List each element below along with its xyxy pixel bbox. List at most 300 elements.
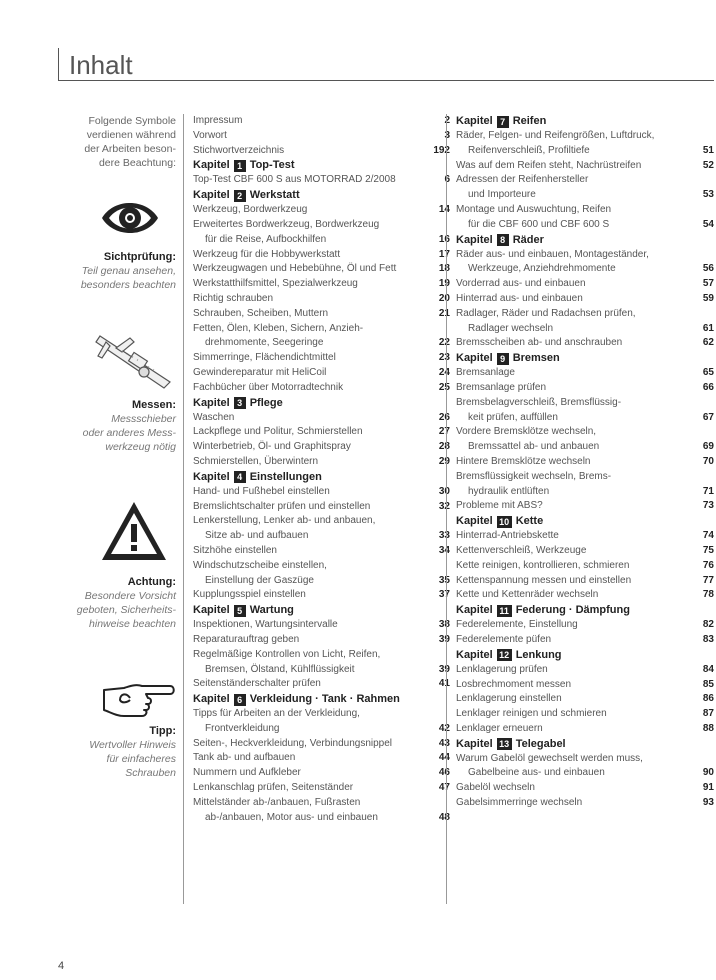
toc-entry — [456, 144, 714, 159]
toc-page-number: 73 — [702, 500, 714, 512]
toc-entry-text: Federelemente püfen — [456, 633, 552, 645]
toc-entry — [456, 692, 714, 707]
toc-entry-text: Lenklager reinigen und schmieren — [456, 708, 607, 720]
toc-entry-text: Bremsflüssigkeit wechseln, Brems- — [456, 470, 612, 482]
toc-entry-text: Sitze ab- und aufbauen — [205, 530, 309, 542]
chapter-heading — [193, 470, 450, 485]
toc-entry — [193, 500, 450, 515]
legend-symbol-messen — [40, 398, 176, 454]
toc-entry — [456, 544, 714, 559]
toc-entry — [193, 233, 450, 248]
toc-entry — [193, 277, 450, 292]
toc-entry — [193, 248, 450, 263]
chapter-label: Kapitel — [193, 470, 230, 483]
chapter-label: Kapitel — [193, 159, 230, 172]
toc-entry — [456, 173, 714, 188]
toc-entry — [193, 351, 450, 366]
toc-entry-text: Werkzeuge, Anziehdrehmomente — [468, 263, 616, 275]
toc-page-number: 66 — [702, 381, 714, 393]
toc-page-number: 14 — [438, 204, 450, 216]
toc-page-number: 17 — [438, 248, 450, 260]
chapter-heading — [456, 737, 714, 752]
toc-entry-text: Werkstatthilfsmittel, Spezialwerkzeug — [193, 278, 358, 290]
toc-entry — [193, 677, 450, 692]
chapter-label: Kapitel — [193, 693, 230, 706]
page-number: 4 — [58, 960, 65, 972]
toc-entry-text: Mittelständer ab-/anbauen, Fußrasten — [193, 796, 361, 808]
toc-entry — [456, 366, 714, 381]
toc-entry-text: Fachbücher über Motorradtechnik — [193, 381, 344, 393]
toc-entry-text: Lenklagerung prüfen — [456, 663, 548, 675]
toc-page-number: 88 — [702, 722, 714, 734]
chapter-label: Kapitel — [193, 189, 230, 202]
chapter-title: Reifen — [512, 115, 547, 127]
toc-entry-text: Schmierstellen, Überwintern — [193, 455, 319, 467]
toc-chapter-group — [193, 158, 450, 188]
toc-entry — [456, 707, 714, 722]
symbol-desc: Besondere Vorsicht — [84, 590, 176, 602]
legend-intro-line: der Arbeiten beson- — [84, 143, 176, 155]
chapter-heading — [193, 188, 450, 203]
toc-page-number: 69 — [702, 441, 714, 453]
toc-entry-text: Hand- und Fußhebel einstellen — [193, 485, 330, 497]
toc-entry — [193, 544, 450, 559]
chapter-number-badge: 6 — [234, 694, 246, 706]
toc-entry — [193, 366, 450, 381]
toc-entry — [193, 129, 450, 144]
toc-page-number: 26 — [438, 411, 450, 423]
toc-entry — [193, 751, 450, 766]
toc-page-number: 32 — [438, 500, 450, 512]
toc-entry-text: Bremslichtschalter prüfen und einstellen — [193, 500, 371, 512]
toc-entry-text: Gabelbeine aus- und einbauen — [468, 767, 605, 779]
warning-triangle-icon — [100, 500, 168, 562]
toc-page-number: 91 — [702, 782, 714, 794]
toc-entry-text: Vordere Bremsklötze wechseln, — [456, 426, 597, 438]
toc-entry-text: Vorderrad aus- und einbauen — [456, 278, 586, 290]
toc-page-number: 35 — [438, 574, 450, 586]
toc-entry-text: Werkzeug für die Hobbywerkstatt — [193, 248, 341, 260]
toc-entry — [193, 766, 450, 781]
toc-entry-text: Windschutzscheibe einstellen, — [193, 559, 327, 571]
toc-entry-text: Bremssattel ab- und anbauen — [468, 441, 600, 453]
chapter-title: Verkleidung · Tank · Rahmen — [249, 693, 400, 706]
chapter-title: Telegabel — [515, 737, 566, 750]
symbol-desc: Teil genau ansehen, — [81, 265, 176, 277]
chapter-heading — [456, 114, 714, 129]
chapter-title: Pflege — [249, 396, 283, 409]
toc-entry-text: Bremsanlage prüfen — [456, 381, 547, 393]
toc-entry — [193, 411, 450, 426]
toc-entry-text: Simmerringe, Flächendichtmittel — [193, 352, 336, 364]
toc-entry — [456, 485, 714, 500]
toc-entry — [456, 159, 714, 174]
toc-chapter-group — [193, 470, 450, 603]
chapter-label: Kapitel — [456, 352, 493, 365]
page-title: Inhalt — [69, 50, 133, 80]
toc-entry-text: drehmomente, Seegeringe — [205, 337, 324, 349]
toc-page-number: 52 — [702, 159, 714, 171]
toc-entry-text: und Importeure — [468, 189, 536, 201]
toc-chapter-group — [456, 603, 714, 648]
toc-entry — [456, 381, 714, 396]
toc-entry — [456, 440, 714, 455]
legend-intro-line: verdienen während — [86, 129, 176, 141]
chapter-number-badge: 11 — [497, 605, 512, 617]
toc-entry-text: Kettenverschleiß, Werkzeuge — [456, 544, 587, 556]
chapter-label: Kapitel — [193, 396, 230, 409]
toc-entry-text: Gewindereparatur mit HeliCoil — [193, 366, 327, 378]
toc-entry-text: ab-/anbauen, Motor aus- und einbauen — [205, 811, 378, 823]
symbol-desc: besonders beachten — [80, 279, 176, 291]
toc-entry — [193, 737, 450, 752]
toc-page-number: 192 — [433, 144, 450, 156]
toc-entry-text: Tank ab- und aufbauen — [193, 752, 296, 764]
toc-entry — [193, 218, 450, 233]
toc-entry-text: Einstellung der Gaszüge — [205, 574, 314, 586]
toc-page-number — [690, 173, 714, 188]
toc-page-number: 33 — [438, 530, 450, 542]
chapter-heading — [456, 514, 714, 529]
toc-entry — [193, 307, 450, 322]
toc-entry-text: Bremsanlage — [456, 367, 515, 379]
toc-page-number: 46 — [438, 767, 450, 779]
toc-entry-text: Fetten, Ölen, Kleben, Sichern, Anzieh- — [193, 322, 364, 334]
toc-entry — [193, 529, 450, 544]
chapter-heading — [456, 351, 714, 366]
toc-page-number: 65 — [702, 367, 714, 379]
toc-page-number: 51 — [702, 144, 714, 156]
chapter-heading — [456, 648, 714, 663]
chapter-label: Kapitel — [456, 515, 493, 528]
toc-page-number — [690, 470, 714, 485]
toc-entry-text: Lenklagerung einstellen — [456, 693, 562, 705]
chapter-number-badge: 1 — [234, 160, 246, 172]
toc-entry — [193, 336, 450, 351]
chapter-label: Kapitel — [456, 737, 493, 750]
toc-entry — [193, 203, 450, 218]
toc-entry-text: Adressen der Reifenhersteller — [456, 174, 589, 186]
toc-page-number: 23 — [438, 352, 450, 364]
toc-entry — [456, 499, 714, 514]
toc-entry-text: Inspektionen, Wartungsintervalle — [193, 619, 338, 631]
toc-entry-text: Kettenspannung messen und einstellen — [456, 574, 632, 586]
toc-entry-text: Kette und Kettenräder wechseln — [456, 589, 599, 601]
toc-entry-text: Impressum — [193, 115, 243, 126]
toc-page-number: 82 — [702, 619, 714, 631]
toc-entry — [193, 648, 450, 663]
toc-entry — [193, 707, 450, 722]
toc-chapter-group — [456, 648, 714, 737]
toc-page-number: 22 — [438, 337, 450, 349]
toc-entry — [456, 248, 714, 263]
toc-chapter-group — [193, 188, 450, 395]
toc-page-number — [690, 396, 714, 411]
toc-page-number: 53 — [702, 189, 714, 201]
symbol-desc: Schrauben — [125, 767, 176, 779]
toc-entry — [456, 633, 714, 648]
toc-entry-text: Top-Test CBF 600 S aus MOTORRAD 2/2008 — [193, 174, 396, 186]
symbol-name: Achtung: — [127, 576, 176, 588]
toc-entry — [193, 811, 450, 826]
toc-entry-text: Sitzhöhe einstellen — [193, 544, 277, 556]
toc-page-number: 87 — [702, 708, 714, 720]
toc-entry-text: für die CBF 600 und CBF 600 S — [468, 218, 610, 230]
toc-entry-text: Nummern und Aufkleber — [193, 767, 301, 779]
toc-page-number: 25 — [438, 381, 450, 393]
toc-page-number: 77 — [702, 574, 714, 586]
toc-page-number: 34 — [438, 544, 450, 556]
toc-chapter-group — [456, 233, 714, 352]
toc-entry — [193, 114, 450, 129]
toc-entry-text: Seiten-, Heckverkleidung, Verbindungsnippel — [193, 737, 393, 749]
symbol-desc: für einfacheres — [106, 753, 176, 765]
toc-entry — [193, 514, 450, 529]
toc-chapter-group — [193, 692, 450, 825]
chapter-heading — [193, 396, 450, 411]
toc-entry-text: Federelemente, Einstellung — [456, 619, 578, 631]
toc-page-number: 6 — [444, 174, 450, 186]
toc-entry — [456, 663, 714, 678]
toc-page-number: 83 — [702, 633, 714, 645]
chapter-number-badge: 9 — [497, 353, 509, 365]
toc-page-number: 86 — [702, 693, 714, 705]
toc-entry — [456, 678, 714, 693]
toc-chapter-group — [193, 396, 450, 470]
toc-entry-text: Probleme mit ABS? — [456, 500, 543, 512]
toc-page-number: 43 — [438, 737, 450, 749]
toc-entry — [193, 440, 450, 455]
chapter-title: Wartung — [249, 604, 294, 617]
toc-entry — [456, 218, 714, 233]
toc-entry — [456, 425, 714, 440]
toc-page-number: 41 — [438, 678, 450, 690]
toc-entry-text: Lenklager erneuern — [456, 722, 543, 734]
toc-entry — [193, 425, 450, 440]
toc-page-number: 28 — [438, 441, 450, 453]
toc-page-number: 3 — [444, 129, 450, 141]
toc-entry — [456, 455, 714, 470]
toc-entry — [456, 203, 714, 218]
chapter-title: Bremsen — [512, 352, 560, 365]
toc-chapter-group — [456, 114, 714, 233]
chapter-title: Lenkung — [515, 648, 562, 661]
toc-page-number: 38 — [438, 619, 450, 631]
toc-entry — [193, 455, 450, 470]
chapter-label: Kapitel — [456, 233, 493, 246]
toc-page-number: 2 — [444, 115, 450, 126]
toc-entry — [193, 559, 450, 574]
symbol-desc: Wertvoller Hinweis — [89, 739, 176, 751]
caliper-icon — [92, 330, 176, 394]
toc-entry — [456, 129, 714, 144]
toc-entry-text: keit prüfen, auffüllen — [468, 411, 558, 423]
toc-entry-text: Lenkerstellung, Lenker ab- und anbauen, — [193, 515, 376, 527]
toc-page-number: 71 — [702, 485, 714, 497]
toc-entry — [193, 588, 450, 603]
toc-page-number: 39 — [438, 633, 450, 645]
toc-entry — [193, 292, 450, 307]
toc-entry — [193, 322, 450, 337]
toc-page-number — [690, 425, 714, 440]
toc-page-number: 20 — [438, 292, 450, 304]
toc-page-number: 84 — [702, 663, 714, 675]
symbol-name: Messen: — [131, 399, 176, 411]
symbol-desc: werkzeug nötig — [105, 441, 176, 453]
symbol-desc: geboten, Sicherheits- — [76, 604, 176, 616]
toc-entry-text: Werkzeug, Bordwerkzeug — [193, 204, 308, 216]
chapter-heading — [193, 603, 450, 618]
toc-entry-text: Losbrechmoment messen — [456, 678, 572, 690]
toc-page-number: 78 — [702, 589, 714, 601]
toc-entry-text: Hintere Bremsklötze wechseln — [456, 455, 591, 467]
toc-chapter-group — [456, 737, 714, 811]
toc-entry — [193, 485, 450, 500]
toc-entry — [456, 588, 714, 603]
toc-page-number: 61 — [702, 322, 714, 334]
legend-symbol-sichtpruefung — [40, 250, 176, 292]
toc-page-number — [690, 307, 714, 322]
toc-entry-text: Hinterrad-Antriebskette — [456, 530, 559, 542]
toc-entry — [193, 663, 450, 678]
toc-page-number: 85 — [702, 678, 714, 690]
toc-entry — [456, 781, 714, 796]
toc-entry — [456, 307, 714, 322]
toc-entry — [456, 292, 714, 307]
chapter-number-badge: 4 — [234, 471, 246, 483]
toc-entry-text: Kette reinigen, kontrollieren, schmieren — [456, 559, 630, 571]
toc-entry-text: Vorwort — [193, 129, 227, 141]
symbol-desc: hinweise beachten — [89, 618, 176, 630]
toc-entry-text: Gabelöl wechseln — [456, 782, 535, 794]
toc-page-number — [690, 248, 714, 263]
toc-entry — [193, 381, 450, 396]
toc-page-number: 90 — [702, 767, 714, 779]
toc-entry-text: Stichwortverzeichnis — [193, 144, 285, 156]
toc-page-number: 67 — [702, 411, 714, 423]
toc-entry — [456, 722, 714, 737]
chapter-number-badge: 7 — [497, 116, 509, 128]
toc-entry-text: Regelmäßige Kontrollen von Licht, Reifen, — [193, 648, 381, 660]
chapter-label: Kapitel — [456, 115, 493, 127]
toc-entry — [456, 322, 714, 337]
toc-entry-text: Bremsen, Ölstand, Kühlflüssigkeit — [205, 663, 355, 675]
chapter-number-badge: 12 — [497, 649, 512, 661]
toc-entry — [193, 618, 450, 633]
toc-entry — [193, 781, 450, 796]
toc-column-right — [446, 114, 714, 904]
toc-entry-text: Richtig schrauben — [193, 292, 274, 304]
toc-page-number: 48 — [438, 811, 450, 823]
chapter-label: Kapitel — [193, 604, 230, 617]
toc-entry-text: Räder, Felgen- und Reifengrößen, Luftdruck, — [456, 130, 655, 141]
toc-page-number: 57 — [702, 278, 714, 290]
toc-chapter-group — [456, 351, 714, 514]
toc-entry-text: Gabelsimmerringe wechseln — [456, 797, 583, 809]
toc-entry — [456, 766, 714, 781]
toc-chapter-group — [193, 603, 450, 692]
toc-page-number: 42 — [438, 722, 450, 734]
toc-page-number — [690, 203, 714, 218]
pointing-hand-icon — [100, 680, 176, 720]
toc-entry-text: Schrauben, Scheiben, Muttern — [193, 307, 329, 319]
toc-entry-text: Bremsscheiben ab- und anschrauben — [456, 337, 623, 349]
toc-page-number: 27 — [438, 426, 450, 438]
toc-entry — [193, 574, 450, 589]
toc-entry — [456, 262, 714, 277]
toc-page-number: 76 — [702, 559, 714, 571]
toc-entry — [456, 796, 714, 811]
toc-page-number: 39 — [438, 663, 450, 675]
chapter-title: Einstellungen — [249, 470, 322, 483]
toc-entry — [456, 411, 714, 426]
toc-entry-text: Räder aus- und einbauen, Montageständer, — [456, 248, 649, 260]
toc-entry-text: Seitenständerschalter prüfen — [193, 678, 321, 690]
chapter-title: Räder — [512, 233, 544, 246]
toc-page-number: 56 — [702, 263, 714, 275]
toc-entry — [456, 559, 714, 574]
toc-entry — [456, 574, 714, 589]
toc-entry-text: Radlager wechseln — [468, 322, 554, 334]
chapter-number-badge: 13 — [497, 738, 512, 750]
chapter-title: Kette — [515, 515, 544, 528]
toc-entry-text: Frontverkleidung — [205, 722, 280, 734]
toc-page-number: 16 — [438, 233, 450, 245]
toc-entry — [456, 752, 714, 767]
toc-entry — [193, 722, 450, 737]
chapter-number-badge: 5 — [234, 605, 246, 617]
toc-page-number: 37 — [438, 589, 450, 601]
toc-front-matter — [193, 114, 450, 158]
toc-entry-text: Reparaturauftrag geben — [193, 633, 300, 645]
toc-entry-text: Lackpflege und Politur, Schmierstellen — [193, 426, 363, 438]
toc-entry-text: Winterbetrieb, Öl- und Graphitspray — [193, 441, 351, 453]
legend-symbol-achtung — [40, 575, 176, 631]
toc-entry — [456, 618, 714, 633]
toc-page-number: 47 — [438, 782, 450, 794]
toc-column-left — [183, 114, 450, 904]
toc-entry-text: Tipps für Arbeiten an der Verkleidung, — [193, 708, 360, 720]
symbol-name: Tipp: — [149, 725, 176, 737]
toc-entry-text: Montage und Auswuchtung, Reifen — [456, 203, 612, 215]
toc-chapter-group — [456, 514, 714, 603]
toc-page-number: 29 — [438, 455, 450, 467]
toc-page-number: 62 — [702, 337, 714, 349]
toc-entry — [456, 396, 714, 411]
toc-entry-text: hydraulik entlüften — [468, 485, 550, 497]
page-title-bar — [58, 48, 714, 81]
symbol-desc: oder anderes Mess- — [82, 427, 176, 439]
symbol-desc: Messschieber — [111, 413, 176, 425]
toc-entry-text: Radlager, Räder und Radachsen prüfen, — [456, 307, 636, 319]
chapter-heading — [456, 603, 714, 618]
toc-entry-text: Kupplungsspiel einstellen — [193, 589, 306, 601]
legend-intro-line: dere Beachtung: — [98, 157, 176, 169]
toc-entry-text: Werkzeugwagen und Hebebühne, Öl und Fett — [193, 263, 397, 275]
toc-page-number: 74 — [702, 530, 714, 542]
chapter-number-badge: 10 — [497, 516, 512, 528]
toc-entry — [193, 262, 450, 277]
chapter-heading — [193, 158, 450, 173]
toc-entry — [193, 796, 450, 811]
toc-page-number: 59 — [702, 292, 714, 304]
toc-page-number — [690, 752, 714, 767]
chapter-number-badge: 2 — [234, 190, 246, 202]
toc-entry — [193, 144, 450, 159]
toc-entry-text: Reifenverschleiß, Profiltiefe — [468, 144, 590, 156]
toc-entry-text: Waschen — [193, 411, 235, 423]
toc-page-number: 93 — [702, 797, 714, 809]
